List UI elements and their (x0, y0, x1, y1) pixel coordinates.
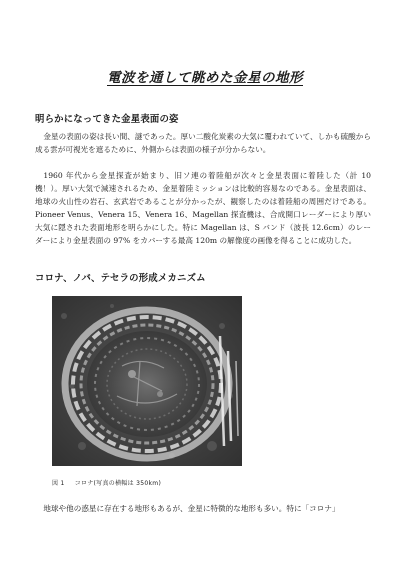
paragraph-landforms: 地球や他の惑星に存在する地形もあるが、金星に特徴的な地形も多い。特に「コロナ」 (43, 504, 340, 513)
figure-caption-text: コロナ(写真の横幅は 350km) (74, 480, 162, 487)
section-heading-corona: コロナ、ノバ、テセラの形成メカニズム (35, 273, 206, 284)
figure-caption (52, 478, 171, 487)
paragraph-intro: 金星の表面の姿は長い間、謎であった。厚い二酸化炭素の大気に覆われていて、しかも硫酸から成る雲が可視光を遮るために、外側からは表面の様子が分からない。 (35, 132, 371, 154)
figure-label: 図 1 (52, 480, 65, 487)
document-title: 電波を通して眺めた金星の地形 (107, 70, 303, 86)
section-heading-surface: 明らかになってきた金星表面の姿 (35, 114, 179, 125)
paragraph-exploration: 1960 年代から金星探査が始まり、旧ソ連の着陸船が次々と金星表面に着陸した（計 10 機！）。厚い大気で減速されるため、金星着陸ミッションは比較的容易なのである。金星表面は、地球の火山性の岩石、玄武岩であることが分かったが、観察したのは着陸船の周囲だけである。Pioneer Venus、Venera 15、Venera 16、Magellan 探査機は、合成開口レーダーにより厚い大気に隠された表面地形を明らかにした。特に Magellan は、S バンド（波長 12.6cm）のレーダーにより金星表面の 97% をカバーする最高 120m の解像度の画像を得ることに成功した。 (35, 171, 371, 245)
corona-radar-image (52, 296, 242, 466)
